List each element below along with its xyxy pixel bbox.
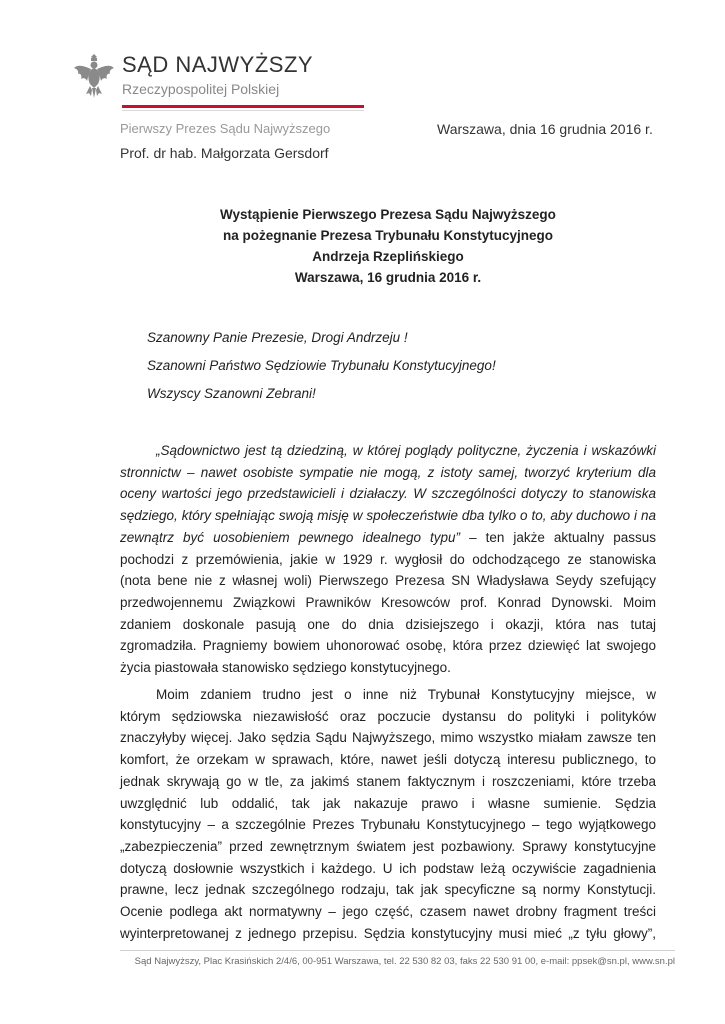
paragraph-line: Ocenie podlega akt normatywny – jego część, czasem nawet drobny fragment treści bbox=[120, 904, 656, 920]
letterhead-divider bbox=[122, 110, 364, 111]
paragraph-line: życia piastowała stanowisko sędziego konstytucyjnego. bbox=[120, 660, 451, 676]
footer-divider bbox=[120, 950, 675, 951]
sender-name: Prof. dr hab. Małgorzata Gersdorf bbox=[120, 145, 329, 161]
title-line: na pożegnanie Prezesa Trybunału Konstytucyjnego bbox=[222, 228, 554, 243]
paragraph-line: „zabezpieczenia” przed zewnętrznym światem jest pozbawiony. Sprawy konstytucyjne bbox=[120, 838, 656, 854]
quote-end: zewnątrz być uosobieniem pewnego idealnego typu” bbox=[120, 529, 461, 545]
paragraph-line: zdaniem doskonale pasują one do dnia dzisiejszego i okazji, która nas tutaj bbox=[120, 616, 656, 632]
paragraph-line: komfort, że orzekam w sprawach, które, nawet jeśli dotyczą interesu publicznego, to bbox=[120, 752, 656, 768]
paragraph-line: uwzględnić lub oddalić, tak jak nakazuje prawo i własne sumienie. Sędzia bbox=[120, 795, 656, 811]
paragraph-line: Moim zdaniem trudno jest o inne niż Trybunał Konstytucyjny miejsce, w bbox=[156, 687, 656, 702]
paragraph-line: pochodzi z przemówienia, jakie w 1929 r. wygłosił do odchodzącego ze stanowiska bbox=[120, 551, 656, 567]
polish-eagle-emblem-icon bbox=[72, 52, 116, 100]
paragraph-line: konstytucyjny – a szczególnie Prezes Trybunału Konstytucyjnego – tego wyjątkowego bbox=[120, 817, 656, 833]
paragraph-line: przedwojennemu Związkowi Prawników Kresowców prof. Konrad Dynowski. Moim bbox=[120, 594, 656, 610]
paragraph-line: (nota bene nie z własnej woli) Pierwszego Prezesa SN Władysława Seydy szefujący bbox=[120, 573, 656, 589]
paragraph-line: zgromadziła. Pragniemy bowiem uhonorować osobę, która przez dziewięć lat swojego bbox=[120, 638, 656, 654]
paragraph-line bbox=[120, 527, 656, 549]
paragraph-line: „Sądownictwo jest tą dziedziną, w której poglądy polityczne, życzenia i wskazówki bbox=[156, 443, 656, 458]
paragraph-line: prawne, lecz jednak szczególnego rodzaju, tak jak specyficzne są normy Konstytucji. bbox=[120, 882, 656, 898]
paragraph-line: którym sędziowska niezawisłość oraz poczucie dystansu do polityki i polityków bbox=[120, 708, 656, 724]
greeting-line: Szanowny Panie Prezesie, Drogi Andrzeju ! bbox=[147, 330, 408, 345]
court-subtitle: Rzeczypospolitej Polskiej bbox=[122, 81, 280, 97]
title-line: Warszawa, 16 grudnia 2016 r. bbox=[294, 270, 482, 285]
letterhead bbox=[72, 48, 312, 123]
paragraph-line: oceny wartości jego przedstawicieli i działaczy. W szczególności dotyczy to stanowiska bbox=[120, 486, 656, 502]
greeting-line: Wszyscy Szanowni Zebrani! bbox=[147, 386, 316, 401]
paragraph-line: dotyczą dosłownie wszystkich i każdego. U ich podstaw leżą oczywiście zagadnienia bbox=[120, 860, 656, 876]
paragraph-line: wyinterpretowanej z jednego przepisu. Sędzia konstytucyjny musi mieć „z tyłu głowy”, bbox=[120, 925, 656, 941]
paragraph-line: sędziego, który spełniając swoją misję w społeczeństwie dba tylko o to, aby duchowo i na bbox=[120, 508, 656, 524]
sender-title: Pierwszy Prezes Sądu Najwyższego bbox=[120, 121, 331, 136]
greeting-line: Szanowni Państwo Sędziowie Trybunału Konstytucyjnego! bbox=[147, 358, 496, 373]
paragraph-line: stronnictw – nawet osobiste sympatie nie mogą, z istoty samej, tworzyć kryterium dla bbox=[120, 464, 656, 480]
quote-continuation: – ten jakże aktualny passus bbox=[460, 529, 656, 545]
court-name: SĄD NAJWYŻSZY bbox=[122, 52, 314, 77]
letter-date: Warszawa, dnia 16 grudnia 2016 r. bbox=[437, 121, 653, 137]
paragraph-1 bbox=[120, 440, 656, 679]
speech-title bbox=[120, 204, 656, 288]
footer-address: Sąd Najwyższy, Plac Krasińskich 2/4/6, 00-951 Warszawa, tel. 22 530 82 03, faks 22 530 91 00, e-mail: ppsek@sn.pl, www.sn.pl bbox=[134, 956, 675, 967]
title-line: Andrzeja Rzeplińskiego bbox=[312, 249, 464, 264]
title-line: Wystąpienie Pierwszego Prezesa Sądu Najwyższego bbox=[220, 207, 556, 222]
paragraph-line: znaczyłyby więcej. Jako sędzia Sądu Najwyższego, mimo wszystko miałam zawsze ten bbox=[120, 730, 656, 746]
paragraph-line: jednak skrywają go w tle, za jakimś stanem faktycznym i roszczeniami, które trzeba bbox=[120, 773, 656, 789]
paragraph-2 bbox=[120, 684, 656, 944]
letterhead-red-rule bbox=[122, 105, 364, 108]
